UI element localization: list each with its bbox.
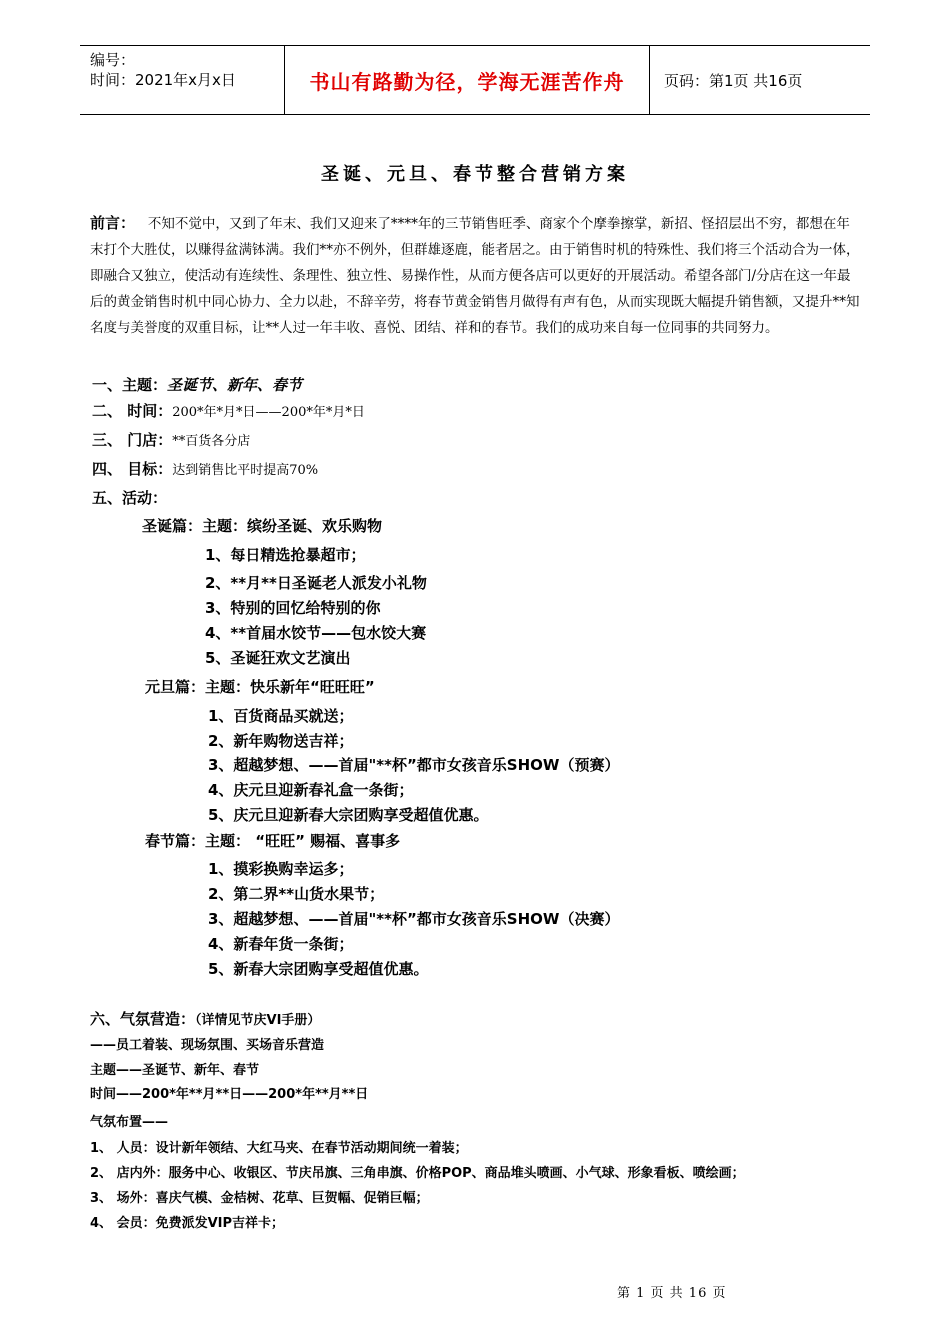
section-store	[92, 429, 250, 450]
christmas-heading: 圣诞篇：主题：缤纷圣诞、欢乐购物	[142, 517, 383, 535]
list-item: 5、庆元旦迎新春大宗团购享受超值优惠。	[208, 806, 489, 824]
preface-label: 前言：	[90, 214, 136, 232]
list-item: 3、 场外：喜庆气模、金桔树、花草、巨贺幅、促销巨幅；	[90, 1191, 429, 1206]
list-item: 1、摸彩换购幸运多；	[208, 860, 354, 878]
list-item: 4、 会员：免费派发VIP吉祥卡；	[90, 1216, 284, 1231]
list-item: 2、新年购物送吉祥；	[208, 732, 354, 750]
page-footer: 第 1 页 共 16 页	[617, 1286, 727, 1301]
header-motto: 书山有路勤为径，学海无涯苦作舟	[284, 46, 650, 114]
preface-text: 不知不觉中，又到了年末、我们又迎来了****年的三节销售旺季、商家个个摩拳擦掌，新招、怪招层出不穷，都想在年末打个大胜仗，以赚得盆满钵满。我们**亦不例外，但群雄逐鹿，能者居之。由于销售时机的特殊性、我们将三个活动合为一体，即融合又独立，使活动有连续性、条理性、独立性、易操作性，从而方便各店可以更好的开展活动。希望各部门/分店在这一年最后的黄金销售时机中同心协力、全力以赴，不辞辛劳，将春节黄金销售月做得有声有色，从而实现既大幅提升销售额，又提升**知名度与美誉度的双重目标，让**人过一年丰收、喜悦、团结、祥和的春节。我们的成功来自每一位同事的共同努力。	[90, 216, 860, 336]
list-item: 3、特别的回忆给特别的你	[205, 599, 381, 617]
list-item: 1、百货商品买就送；	[208, 707, 354, 725]
atmosphere-line: 时间——200*年**月**日——200*年**月**日	[90, 1087, 369, 1102]
section-time	[92, 400, 365, 421]
section-theme-value: 圣诞节、新年、春节	[167, 376, 303, 394]
header-page-number: 页码：第1页 共16页	[664, 72, 803, 90]
list-item: 3、超越梦想、——首届"**杯”都市女孩音乐SHOW（预赛）	[208, 756, 620, 774]
list-item: 1、 人员：设计新年领结、大红马夹、在春节活动期间统一着装；	[90, 1141, 468, 1156]
document-header	[80, 45, 870, 115]
atmosphere-line: 主题——圣诞节、新年、春节	[90, 1063, 260, 1078]
list-item: 4、新春年货一条街；	[208, 935, 354, 953]
section-theme-label: 一、主题：	[92, 376, 168, 394]
section-time-label: 二、 时间：	[92, 402, 173, 420]
document-number: 编号：	[90, 51, 136, 69]
document-title: 圣诞、元旦、春节整合营销方案	[321, 164, 629, 185]
list-item: 4、庆元旦迎新春礼盒一条街；	[208, 781, 414, 799]
list-item: 5、新春大宗团购享受超值优惠。	[208, 960, 429, 978]
section-time-value: 200*年*月*日——200*年*月*日	[172, 405, 365, 420]
section-theme	[92, 374, 302, 395]
preface-paragraph	[90, 210, 860, 341]
atmosphere-layout-label: 气氛布置——	[90, 1115, 169, 1130]
spring-heading: 春节篇：主题： “旺旺” 赐福、喜事多	[145, 832, 401, 850]
atmosphere-line: ——员工着装、现场氛围、买场音乐营造	[90, 1038, 325, 1053]
list-item: 1、每日精选抢暴超市；	[205, 546, 366, 564]
list-item: 3、超越梦想、——首届"**杯”都市女孩音乐SHOW（决赛）	[208, 910, 620, 928]
list-item: 5、圣诞狂欢文艺演出	[205, 649, 351, 667]
newyear-heading: 元旦篇：主题：快乐新年“旺旺旺”	[145, 678, 375, 696]
section-goal-label: 四、 目标：	[92, 460, 173, 478]
list-item: 2、第二界**山货水果节；	[208, 885, 385, 903]
list-item: 2、 店内外：服务中心、收银区、节庆吊旗、三角串旗、价格POP、商品堆头喷画、小气球、形象看板、喷绘画；	[90, 1166, 745, 1181]
document-date: 时间：2021年x月x日	[90, 71, 236, 89]
section-activity: 五、活动：	[92, 489, 168, 507]
section-store-label: 三、 门店：	[92, 431, 173, 449]
list-item: 4、**首届水饺节——包水饺大赛	[205, 624, 427, 642]
section-store-value: **百货各分店	[172, 434, 251, 449]
atmosphere-heading-label: 六、气氛营造：	[90, 1010, 196, 1028]
header-left-cell	[90, 50, 236, 90]
atmosphere-heading-note: （详情见节庆VI手册）	[195, 1013, 321, 1028]
atmosphere-heading	[90, 1008, 320, 1029]
section-goal	[92, 458, 318, 479]
section-goal-value: 达到销售比平时提高70%	[172, 463, 319, 478]
list-item: 2、**月**日圣诞老人派发小礼物	[205, 574, 427, 592]
